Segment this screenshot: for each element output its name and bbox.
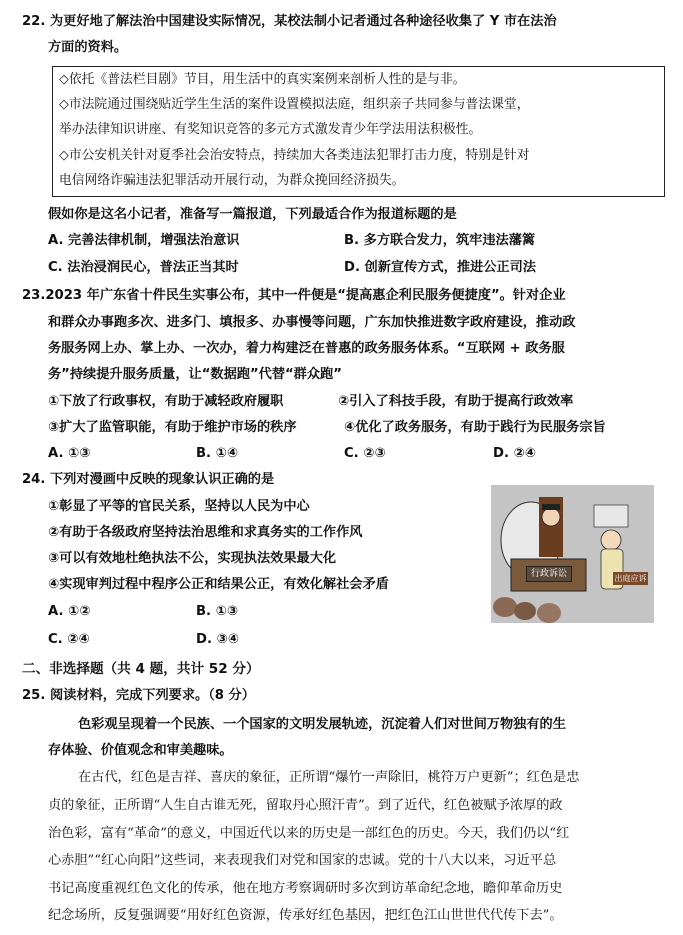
q22-option-a: A. 完善法律机制，增强法治意识: [48, 233, 240, 248]
q25-paragraph1-line: 色彩观呈现着一个民族、一个国家的文明发展轨迹，沉淀着人们对世间万物独有的生: [78, 717, 566, 732]
q23-stem-line: 23.2023 年广东省十件民生实事公布，其中一件便是“提高惠企利民服务便捷度”。针对企业: [22, 288, 566, 303]
q23-statement-3: ③扩大了监管职能，有助于维护市场的秩序: [48, 420, 297, 435]
q22-option-c: C. 法治浸润民心，普法正当其时: [48, 260, 239, 275]
q23-option-d: D. ②④: [493, 446, 536, 461]
q22-option-d: D. 创新宣传方式，推进公正司法: [344, 260, 536, 275]
q23-statement-2: ②引入了科技手段，有助于提高行政效率: [338, 394, 574, 409]
q25-paragraph2-line: 治色彩，富有“革命”的意义，中国近代以来的历史是一部红色的历史。今天，我们仍以“红: [48, 826, 570, 841]
q23-statement-1: ①下放了行政事权，有助于减轻政府履职: [48, 394, 284, 409]
q24-cartoon: [491, 485, 654, 623]
q22-stem-line2: 方面的资料。: [48, 40, 128, 55]
q23-option-b: B. ①④: [196, 446, 238, 461]
q23-option-a: A. ①③: [48, 446, 91, 461]
q25-paragraph2-line: 纪念场所，反复强调要“用好红色资源，传承好红色基因，把红色江山世世代代传下去”。: [48, 908, 563, 923]
section-2-heading: 二、非选择题（共 4 题，共计 52 分）: [22, 661, 260, 677]
q25-paragraph2-line: 贞的象征，正所谓“人生自古谁无死，留取丹心照汗青”。到了近代，红色被赋予浓厚的政: [48, 798, 563, 813]
q22-question: 假如你是这名小记者，准备写一篇报道，下列最适合作为报道标题的是: [48, 207, 457, 222]
q22-box-line: ◇市公安机关针对夏季社会治安特点，持续加大各类违法犯罪打击力度，特别是针对: [59, 148, 530, 163]
q23-stem-line: 务服务网上办、掌上办、一次办，着力构建泛在普惠的政务服务体系。“互联网 + 政务服: [48, 341, 565, 356]
cartoon-label-appear-in-court: 出庭应诉: [614, 574, 647, 583]
q24-stem: 24. 下列对漫画中反映的现象认识正确的是: [22, 472, 275, 487]
q24-option-a: A. ①②: [48, 604, 91, 619]
q23-stem-line: 务”持续提升服务质量，让“数据跑”代替“群众跑”: [48, 367, 342, 382]
q22-material-box: [52, 66, 665, 197]
q22-stem-line1: 22. 为更好地了解法治中国建设实际情况，某校法制小记者通过各种途径收集了 Y 市在法治: [22, 14, 557, 29]
q24-option-d: D. ③④: [196, 632, 239, 647]
q25-paragraph2-line: 在古代，红色是吉祥、喜庆的象征，正所谓“爆竹一声除旧，桃符万户更新”；红色是忠: [78, 770, 580, 785]
q22-box-line: 举办法律知识讲座、有奖知识竞答的多元方式激发青少年学法用法积极性。: [59, 122, 482, 137]
q25-paragraph2-line: 心赤胆”“红心向阳”这些词，来表现我们对党和国家的忠诚。党的十八大以来，习近平总: [48, 853, 557, 868]
q23-statement-4: ④优化了政务服务，有助于践行为民服务宗旨: [344, 420, 606, 435]
q25-paragraph2-line: 书记高度重视红色文化的传承，他在地方考察调研时多次到访革命纪念地，瞻仰革命历史: [48, 881, 563, 896]
q24-option-b: B. ①③: [196, 604, 238, 619]
q22-box-line: ◇依托《普法栏目剧》节目，用生活中的真实案例来剖析人性的是与非。: [59, 72, 466, 87]
q22-box-line: ◇市法院通过围绕贴近学生生活的案件设置模拟法庭，组织亲子共同参与普法课堂，: [59, 97, 530, 112]
q23-stem-line: 和群众办事跑多次、进多门、填报多、办事慢等问题，广东加快推进数字政府建设，推动政: [48, 315, 576, 330]
q25-stem: 25. 阅读材料，完成下列要求。（8 分）: [22, 688, 255, 703]
q22-option-b: B. 多方联合发力，筑牢违法藩篱: [344, 233, 536, 248]
q24-option-c: C. ②④: [48, 632, 90, 647]
q24-statement-3: ③可以有效地杜绝执法不公，实现执法效果最大化: [48, 551, 337, 566]
q22-box-line: 电信网络诈骗违法犯罪活动开展行动，为群众挽回经济损失。: [59, 173, 405, 188]
q24-statement-2: ②有助于各级政府坚持法治思维和求真务实的工作作风: [48, 525, 363, 540]
q24-statement-4: ④实现审判过程中程序公正和结果公正，有效化解社会矛盾: [48, 577, 389, 592]
q23-option-c: C. ②③: [344, 446, 386, 461]
q25-paragraph1-line: 存体验、价值观念和审美趣味。: [48, 743, 233, 758]
q24-statement-1: ①彰显了平等的官民关系，坚持以人民为中心: [48, 499, 310, 514]
cartoon-illustration: [491, 485, 654, 623]
cartoon-label-admin-litigation: 行政诉讼: [526, 566, 572, 582]
